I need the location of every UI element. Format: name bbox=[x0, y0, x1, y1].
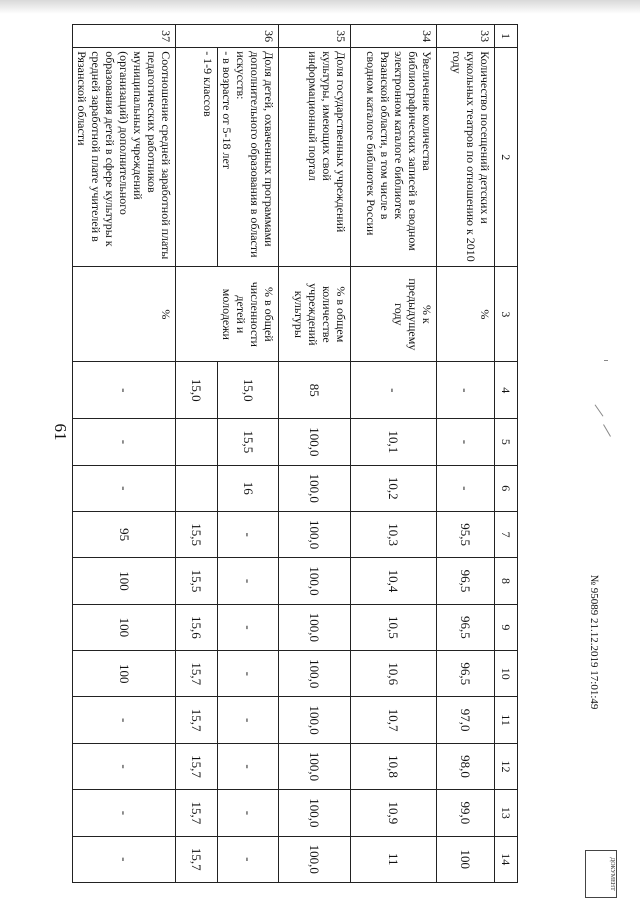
value-cell: 10,7 bbox=[351, 697, 437, 743]
value-cell: 100,0 bbox=[279, 697, 351, 743]
table-row bbox=[351, 25, 437, 883]
indicator-name: Доля государственных учреждений культуры, имеющих свой информационный портал bbox=[279, 48, 351, 267]
page-number: 61 bbox=[51, 423, 70, 441]
column-header: 11 bbox=[495, 697, 518, 743]
value-cell: 15,5 bbox=[176, 558, 218, 604]
indicator-name-age: - в возрасте от 5-18 лет bbox=[220, 51, 234, 170]
row-number: 35 bbox=[279, 25, 351, 48]
value-cell: 100,0 bbox=[279, 511, 351, 557]
value-cell: 98,0 bbox=[437, 743, 495, 789]
value-cell: 15,6 bbox=[176, 604, 218, 650]
value-cell bbox=[176, 419, 218, 465]
indicators-table bbox=[72, 24, 518, 883]
indicator-name: Соотношение средней заработной платы педагогических работников муниципальных учреждений (организаций) дополнительного образования детей в сфере культуры к средней заработной плате учителей в Рязанской области bbox=[73, 48, 176, 267]
value-cell: 100 bbox=[437, 836, 495, 882]
value-cell: - bbox=[437, 362, 495, 419]
value-cell: 95 bbox=[73, 511, 176, 557]
value-cell: - bbox=[218, 790, 279, 836]
value-cell: 10,8 bbox=[351, 743, 437, 789]
unit-cell: % bbox=[437, 267, 495, 362]
value-cell: - bbox=[73, 790, 176, 836]
value-cell: 85 bbox=[279, 362, 351, 419]
column-header: 9 bbox=[495, 604, 518, 650]
value-cell: 15,5 bbox=[176, 511, 218, 557]
value-cell: - bbox=[351, 362, 437, 419]
value-cell: - bbox=[73, 697, 176, 743]
column-header: 5 bbox=[495, 419, 518, 465]
table-row bbox=[73, 25, 176, 883]
value-cell: - bbox=[218, 651, 279, 697]
value-cell: 15,0 bbox=[176, 362, 218, 419]
column-header: 13 bbox=[495, 790, 518, 836]
value-cell: 100 bbox=[73, 558, 176, 604]
value-cell: 100,0 bbox=[279, 558, 351, 604]
value-cell: - bbox=[218, 558, 279, 604]
value-cell: - bbox=[218, 511, 279, 557]
column-header: 1 bbox=[495, 25, 518, 48]
value-cell: 96,5 bbox=[437, 651, 495, 697]
row-number: 33 bbox=[437, 25, 495, 48]
unit-cell: % к предыдущему году bbox=[351, 267, 437, 362]
table-row bbox=[176, 25, 218, 883]
value-cell: 96,5 bbox=[437, 558, 495, 604]
value-cell: 15,5 bbox=[218, 419, 279, 465]
value-cell bbox=[176, 465, 218, 511]
rotated-table-container bbox=[75, 24, 518, 883]
column-header: 14 bbox=[495, 836, 518, 882]
value-cell: 10,3 bbox=[351, 511, 437, 557]
value-cell: - bbox=[73, 465, 176, 511]
document-stamp bbox=[585, 850, 617, 898]
scan-mark bbox=[603, 424, 611, 437]
value-cell: 10,5 bbox=[351, 604, 437, 650]
value-cell: 15,7 bbox=[176, 697, 218, 743]
table-row bbox=[437, 25, 495, 883]
column-header: 7 bbox=[495, 511, 518, 557]
value-cell: 10,9 bbox=[351, 790, 437, 836]
stamp-label: ДОКУМЕНТ bbox=[609, 857, 615, 891]
scan-mark bbox=[595, 404, 604, 416]
value-cell: - bbox=[218, 604, 279, 650]
value-cell: - bbox=[73, 836, 176, 882]
unit-cell: % в общем количестве учреждений культуры bbox=[279, 267, 351, 362]
column-header: 2 bbox=[495, 48, 518, 267]
value-cell: 15,7 bbox=[176, 651, 218, 697]
scan-top-edge bbox=[0, 0, 640, 14]
header-row bbox=[495, 25, 518, 883]
indicator-name-classes: - 1-9 классов bbox=[176, 48, 218, 267]
value-cell: 96,5 bbox=[437, 604, 495, 650]
indicator-name bbox=[218, 48, 279, 267]
value-cell: 100,0 bbox=[279, 790, 351, 836]
indicator-name: Увеличение количества библиографических записей в сводном электронном каталоге библиотек Рязанской области, в том числе в сводном каталоге библиотек России bbox=[351, 48, 437, 267]
unit-cell: % bbox=[73, 267, 176, 362]
table-row bbox=[279, 25, 351, 883]
value-cell: 16 bbox=[218, 465, 279, 511]
value-cell: - bbox=[73, 743, 176, 789]
registration-footer: № 95089 21.12.2019 17:01:49 bbox=[588, 574, 600, 710]
value-cell: 10,6 bbox=[351, 651, 437, 697]
value-cell: 100,0 bbox=[279, 465, 351, 511]
value-cell: - bbox=[437, 419, 495, 465]
column-header: 3 bbox=[495, 267, 518, 362]
value-cell: 10,1 bbox=[351, 419, 437, 465]
indicator-name: Количество посещений детских и кукольных театров по отношению к 2010 году bbox=[437, 48, 495, 267]
value-cell: 100 bbox=[73, 604, 176, 650]
table-row bbox=[218, 25, 279, 883]
value-cell: 100,0 bbox=[279, 651, 351, 697]
value-cell: 100 bbox=[73, 651, 176, 697]
value-cell: 10,2 bbox=[351, 465, 437, 511]
value-cell: - bbox=[218, 697, 279, 743]
value-cell: 15,7 bbox=[176, 790, 218, 836]
column-header: 12 bbox=[495, 743, 518, 789]
value-cell: - bbox=[218, 836, 279, 882]
row-number: 34 bbox=[351, 25, 437, 48]
value-cell: - bbox=[437, 465, 495, 511]
value-cell: 97,0 bbox=[437, 697, 495, 743]
value-cell: - bbox=[218, 743, 279, 789]
value-cell: 100,0 bbox=[279, 836, 351, 882]
column-header: 10 bbox=[495, 651, 518, 697]
scan-mark bbox=[604, 360, 608, 361]
value-cell: 95,5 bbox=[437, 511, 495, 557]
value-cell: - bbox=[73, 419, 176, 465]
column-header: 6 bbox=[495, 465, 518, 511]
row-number: 37 bbox=[73, 25, 176, 48]
value-cell: - bbox=[73, 362, 176, 419]
value-cell: 15,7 bbox=[176, 743, 218, 789]
value-cell: 100,0 bbox=[279, 419, 351, 465]
row-number: 36 bbox=[176, 25, 279, 48]
value-cell: 15,7 bbox=[176, 836, 218, 882]
value-cell: 10,4 bbox=[351, 558, 437, 604]
value-cell: 100,0 bbox=[279, 743, 351, 789]
value-cell: 11 bbox=[351, 836, 437, 882]
unit-cell: % в общей численности детей и молодежи bbox=[176, 267, 279, 362]
value-cell: 15,0 bbox=[218, 362, 279, 419]
column-header: 4 bbox=[495, 362, 518, 419]
value-cell: 99,0 bbox=[437, 790, 495, 836]
column-header: 8 bbox=[495, 558, 518, 604]
indicator-name-main: Доля детей, охваченных программами дополнительного образования в области искусств: bbox=[234, 51, 276, 258]
value-cell: 100,0 bbox=[279, 604, 351, 650]
